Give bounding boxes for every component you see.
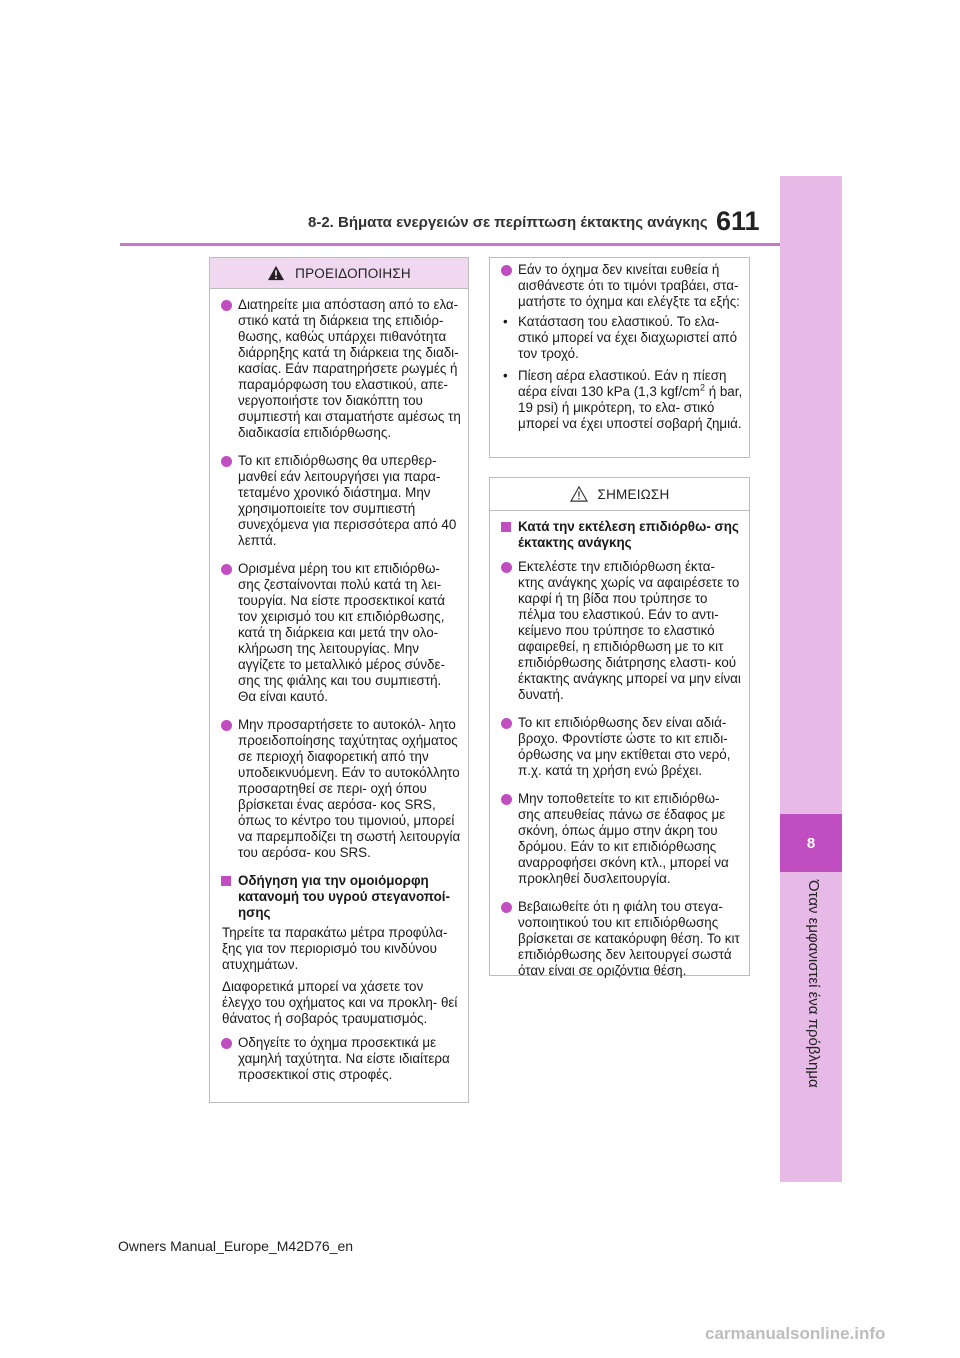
warning-continuation-box [489,257,750,458]
bullet-dot-icon [501,794,512,805]
square-bullet-icon [501,522,511,532]
chapter-number: 8 [806,834,816,852]
paragraph: Διαφορετικά μπορεί να χάσετε τον έλεγχο του οχήματος και να προκλη- θεί θάνατος ή σοβαρός τραυματισμός. [222,979,458,1026]
chapter-tab[interactable] [780,814,842,872]
bullet-dot-icon [501,265,512,276]
list-item: Βεβαιωθείτε ότι η φιάλη του στεγα- νοποιητικού του κιτ επιδιόρθωσης βρίσκεται σε κατακόρυφη θέση. Το κιτ επιδιόρθωσης δεν λειτουργεί σωστά όταν είναι σε οριζόντια θέση. [498,899,743,979]
list-item: Το κιτ επιδιόρθωσης θα υπερθερ- μανθεί εάν λειτουργήσει για παρα- τεταμένο χρονικό διάστημα. Μην χρησιμοποιείτε τον συμπιεστή συνεχόμενα για περισσότερα από 40 λεπτά. [218,453,462,549]
warning-header [210,258,468,289]
warning-title: ΠΡΟΕΙΔΟΠΟΙΗΣΗ [295,265,411,281]
note-triangle-icon [570,486,588,502]
list-item: Οδηγείτε το όχημα προσεκτικά με χαμηλή ταχύτητα. Να είστε ιδιαίτερα προσεκτικοί στις στροφές. [218,1035,462,1083]
bullet-dot-icon [501,902,512,913]
list-item: Το κιτ επιδιόρθωσης δεν είναι αδιά- βροχο. Φροντίστε ώστε το κιτ επιδι- όρθωσης να μην εκτίθεται στο νερό, π.χ. κατά τη χρήση ενώ βρέχει. [498,715,743,779]
continuation-content [490,262,749,432]
bullet-dot-icon [501,562,512,573]
chapter-title-vertical: Όταν εμφανιστεί ένα πρόβλημα [805,880,822,1088]
note-box [489,477,750,976]
warning-triangle-icon [267,265,285,281]
warning-box [209,257,469,1103]
list-item: Εάν το όχημα δεν κινείται ευθεία ή αισθάνεστε ότι το τιμόνι τραβάει, στα- ματήστε το όχημα και ελέγξτε τα εξής: [498,262,743,310]
page-number: 611 [716,206,760,236]
list-item: Ορισμένα μέρη του κιτ επιδιόρθω- σης ζεσταίνονται πολύ κατά τη λει- τουργία. Να είστε προσεκτικοί κατά τον χειρισμό του κιτ επιδιόρθωσης, κατά τη διάρκεια και μετά την ολο- κλήρωση της λειτουργίας. Μην αγγίζετε το μεταλλικό μέρος σύνδε- σης της φιάλης και του συμπιεστή. Θα είναι καυτό. [218,561,462,705]
paragraph: Τηρείτε τα παρακάτω μέτρα προφύλα- ξης για τον περιορισμό του κινδύνου ατυχημάτων. [222,925,448,972]
list-item: Μην τοποθετείτε το κιτ επιδιόρθω- σης απευθείας πάνω σε έδαφος με σκόνη, όπως άμμο στην άκρη του δρόμου. Εάν το κιτ επιδιόρθωσης αναρροφήσει σκόνη κτλ., μπορεί να προκληθεί δυσλειτουργία. [498,791,743,887]
sub-bullet: • Πίεση αέρα ελαστικού. Εάν η πίεση αέρα είναι 130 kPa (1,3 kgf/$cm^2$ ή bar, 19 psi) ή μικρότερη, το ελα- στικό μπορεί να έχει υποστεί σοβαρή ζημιά. [503,368,743,431]
warning-content [210,289,468,1083]
header-divider [120,243,842,246]
bullet-dot-icon [501,718,512,729]
list-item: Διατηρείτε μια απόσταση από το ελα- στικό κατά τη διάρκεια της επιδιόρ- θωσης, καθώς υπάρχει πιθανότητα διάρρηξης κατά τη διάρκεια της διαδι- κασίας. Εάν παρατηρήσετε ρωγμές ή παραμόρφωση του ελαστικού, απε- νεργοποιήστε τον διακόπτη του συμπιεστή και σταματήστε αμέσως τη διαδικασία επιδιόρθωσης. [218,297,462,441]
bullet-dot-icon [221,720,232,731]
watermark: carmanualsonline.info [705,1324,886,1343]
sub-bullet: • Κατάσταση του ελαστικού. Το ελα- στικό μπορεί να έχει διαχωριστεί από τον τροχό. [503,314,738,361]
note-header [490,478,749,511]
note-title: ΣΗΜΕΙΩΣΗ [597,486,670,502]
list-item: Εκτελέστε την επιδιόρθωση έκτα- κτης ανάγκης χωρίς να αφαιρέσετε το καρφί ή τη βίδα που τρύπησε το πέλμα του ελαστικού. Εάν το αντι- κείμενο που τρύπησε το ελαστικό αφαιρεθεί, η επιδιόρθωση με το κιτ επιδιόρθωσης διάτρησης ελαστι- κού έκτακτης ανάγκης μπορεί να μην είναι δυνατή. [498,559,743,703]
note-content [490,511,749,979]
bullet-dot-icon [221,564,232,575]
square-bullet-icon [221,876,231,886]
bullet-dot-icon [221,456,232,467]
bullet-dot-icon [221,1038,232,1049]
footer-text: Owners Manual_Europe_M42D76_en [118,1238,354,1254]
subheading: Κατά την εκτέλεση επιδιόρθω- σης έκτακτης ανάγκης [498,519,743,551]
bullet-dot-icon [221,300,232,311]
subheading: Οδήγηση για την ομοιόμορφη κατανομή του υγρού στεγανοποί- ησης [218,873,462,921]
list-item: Μην προσαρτήσετε το αυτοκόλ- λητο προειδοποίησης ταχύτητας οχήματος σε περιοχή διαφορετική από την υποδεικνυόμενη. Εάν το αυτοκόλλητο προσαρτηθεί σε περι- οχή όπου βρίσκεται ένας αερόσα- κος SRS, όπως το κέντρο του τιμονιού, μπορεί να παρεμποδίζει τη σωστή λειτουργία του αερόσα- κου SRS. [218,717,462,861]
header-title: 8-2. Βήματα ενεργειών σε περίπτωση έκτακτης ανάγκης [308,214,708,231]
